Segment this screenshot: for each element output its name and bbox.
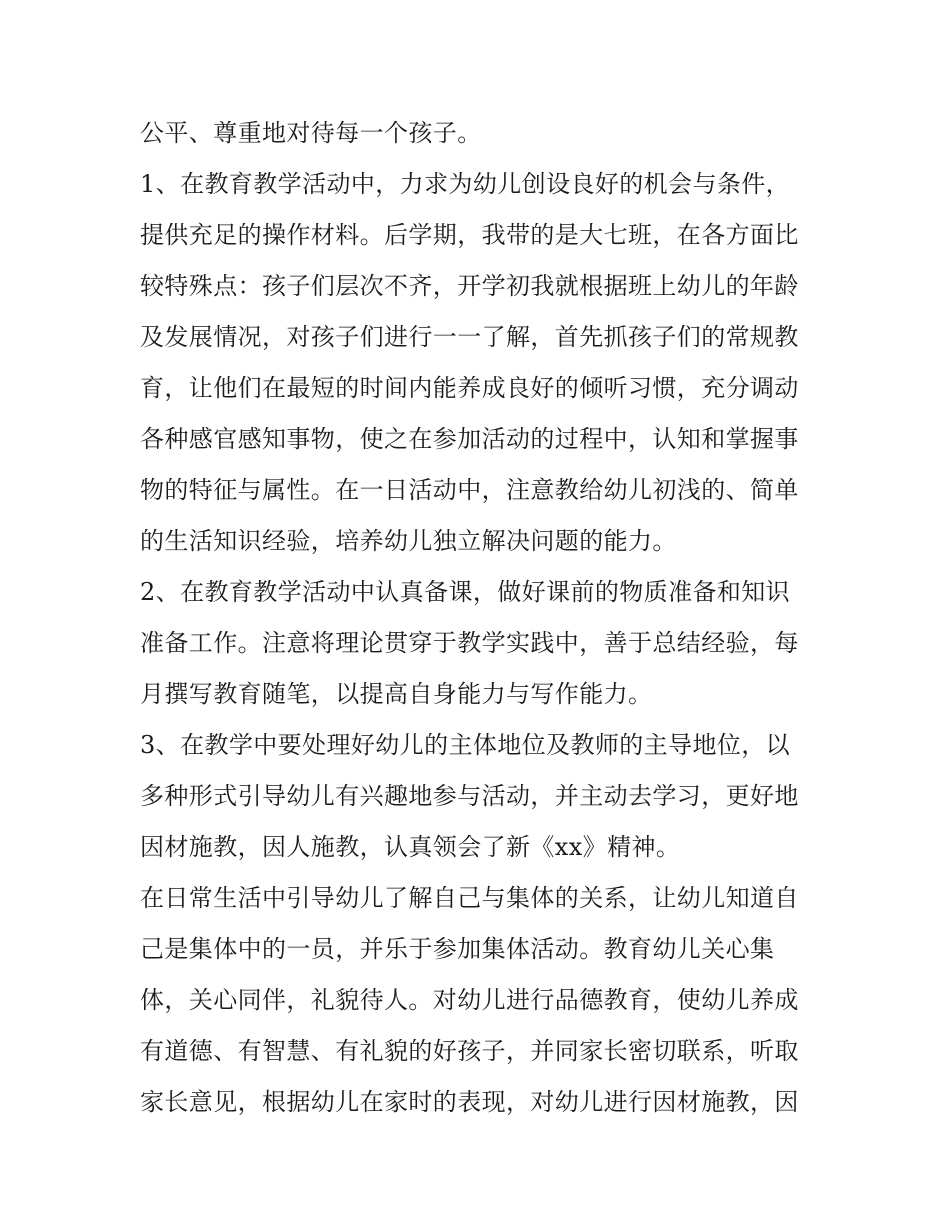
text-line-4: 较特殊点：孩子们层次不齐，开学初我就根据班上幼儿的年龄 bbox=[140, 272, 799, 300]
text-line-11: 准备工作。注意将理论贯穿于教学实践中，善于总结经验，每 bbox=[140, 629, 799, 657]
text-line-18: 体，关心同伴，礼貌待人。对幼儿进行品德教育，使幼儿养成 bbox=[140, 986, 799, 1014]
text-line-7: 各种感官感知事物，使之在参加活动的过程中，认知和掌握事 bbox=[140, 425, 799, 453]
text-line-17: 己是集体中的一员，并乐于参加集体活动。教育幼儿关心集 bbox=[140, 935, 775, 963]
body-text bbox=[140, 108, 830, 1128]
text-line-12: 月撰写教育随笔，以提高自身能力与写作能力。 bbox=[140, 680, 653, 708]
text-line-1: 公平、尊重地对待每一个孩子。 bbox=[140, 119, 482, 147]
text-line-3: 提供充足的操作材料。后学期，我带的是大七班，在各方面比 bbox=[140, 221, 799, 249]
text-line-13: 3、在教学中要处理好幼儿的主体地位及教师的主导地位，以 bbox=[140, 731, 791, 759]
text-line-15: 因材施教，因人施教，认真领会了新《xx》精神。 bbox=[140, 833, 681, 861]
text-line-6: 育，让他们在最短的时间内能养成良好的倾听习惯，充分调动 bbox=[140, 374, 799, 402]
text-line-5: 及发展情况，对孩子们进行一一了解，首先抓孩子们的常规教 bbox=[140, 323, 799, 351]
text-line-8: 物的特征与属性。在一日活动中，注意教给幼儿初浅的、简单 bbox=[140, 476, 799, 504]
text-line-19: 有道德、有智慧、有礼貌的好孩子，并同家长密切联系，听取 bbox=[140, 1037, 799, 1065]
text-line-16: 在日常生活中引导幼儿了解自己与集体的关系，让幼儿知道自 bbox=[140, 884, 799, 912]
text-line-20: 家长意见，根据幼儿在家时的表现，对幼儿进行因材施教，因 bbox=[140, 1088, 799, 1116]
text-line-2: 1、在教育教学活动中，力求为幼儿创设良好的机会与条件， bbox=[140, 170, 791, 198]
text-line-10: 2、在教育教学活动中认真备课，做好课前的物质准备和知识 bbox=[140, 578, 791, 606]
text-line-14: 多种形式引导幼儿有兴趣地参与活动，并主动去学习，更好地 bbox=[140, 782, 799, 810]
text-line-9: 的生活知识经验，培养幼儿独立解决问题的能力。 bbox=[140, 527, 677, 555]
